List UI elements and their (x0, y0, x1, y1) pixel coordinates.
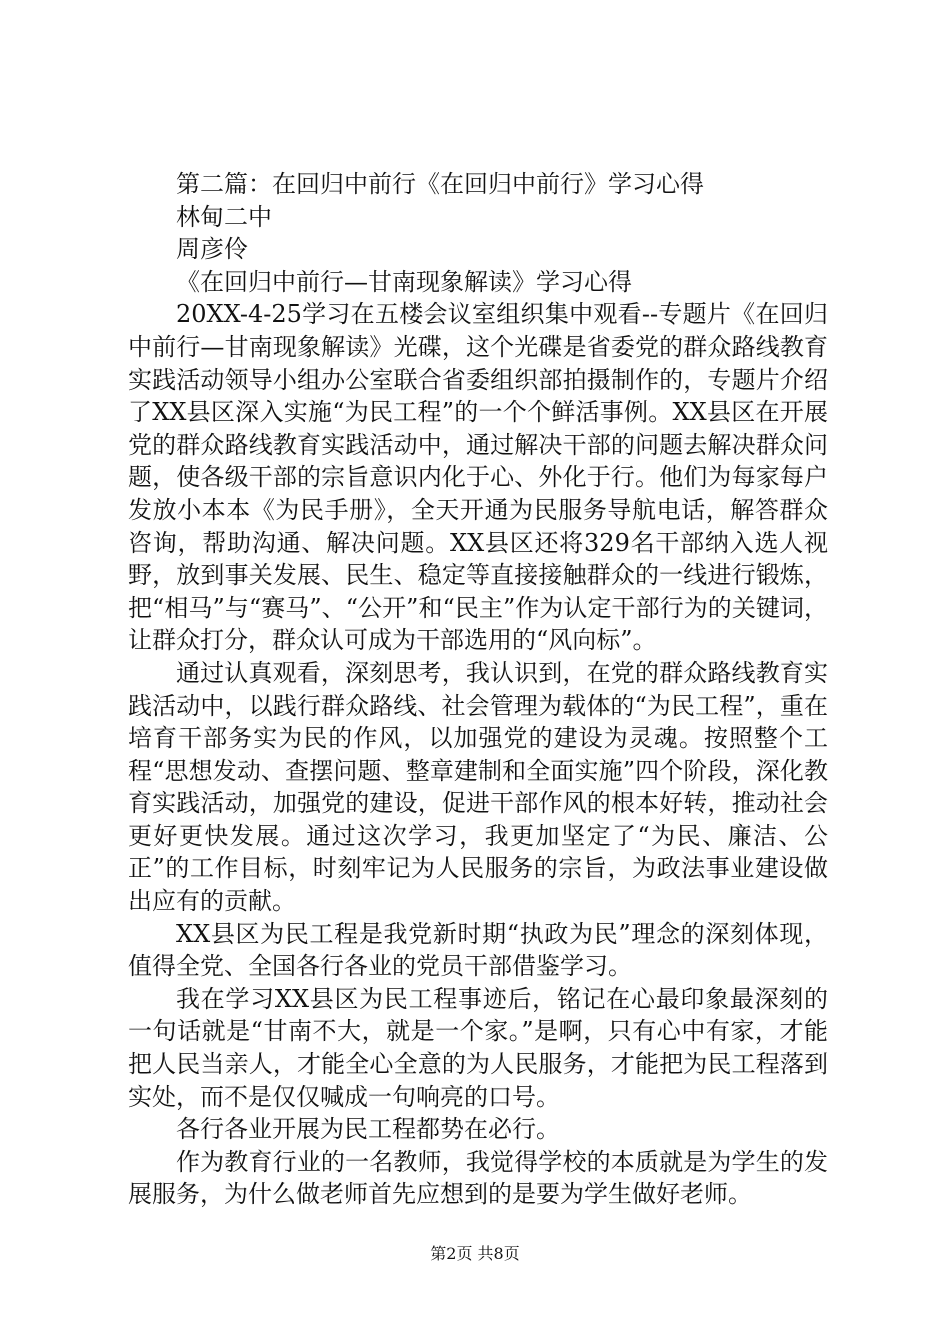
document-subtitle: 《在回归中前行—甘南现象解读》学习心得 (176, 267, 632, 296)
document-title: 第二篇：在回归中前行《在回归中前行》学习心得 (176, 170, 704, 198)
paragraph-4: 我在学习XX县区为民工程事迹后，铭记在心最印象最深刻的一句话就是“甘南不大，就是一个家。”是啊，只有心中有家，才能把人民当亲人，才能全心全意的为人民服务，才能把为民工程落到实处，而不是仅仅喊成一句响亮的口号。 (128, 984, 828, 1111)
paragraph-6: 作为教育行业的一名教师，我觉得学校的本质就是为学生的发展服务，为什么做老师首先应想到的是要为学生做好老师。 (128, 1147, 828, 1209)
paragraph-1: 20XX-4-25学习在五楼会议室组织集中观看--专题片《在回归中前行—甘南现象解读》光碟，这个光碟是省委党的群众路线教育实践活动领导小组办公室联合省委组织部拍摄制作的，专题片介绍了XX县区深入实施“为民工程”的一个个鲜活事例。XX县区在开展党的群众路线教育实践活动中，通过解决干部的问题去解决群众问题，使各级干部的宗旨意识内化于心、外化于行。他们为每家每户发放小本本《为民手册》，全天开通为民服务导航电话，解答群众咨询，帮助沟通、解决问题。XX县区还将329名干部纳入选人视野，放到事关发展、民生、稳定等直接接触群众的一线进行锻炼，把“相马”与“赛马”、“公开”和“民主”作为认定干部行为的关键词，让群众打分，群众认可成为干部选用的“风向标”。 (128, 300, 828, 655)
paragraph-3: XX县区为民工程是我党新时期“执政为民”理念的深刻体现，值得全党、全国各行各业的党员干部借鉴学习。 (128, 919, 828, 981)
author-name: 周彦伶 (176, 235, 248, 264)
document-body (128, 168, 828, 1211)
paragraph-2: 通过认真观看，深刻思考，我认识到，在党的群众路线教育实践活动中，以践行群众路线、社会管理为载体的“为民工程”，重在培育干部务实为民的作风，以加强党的建设为灵魂。按照整个工程“思想发动、查摆问题、整章建制和全面实施”四个阶段，深化教育实践活动，加强党的建设，促进干部作风的根本好转，推动社会更好更快发展。通过这次学习，我更加坚定了“为民、廉洁、公正”的工作目标，时刻牢记为人民服务的宗旨，为政法事业建设做出应有的贡献。 (128, 658, 828, 916)
paragraph-5: 各行各业开展为民工程都势在必行。 (176, 1115, 560, 1144)
school-name: 林甸二中 (176, 202, 272, 231)
page-footer: 第2页 共8页 (430, 1244, 520, 1263)
